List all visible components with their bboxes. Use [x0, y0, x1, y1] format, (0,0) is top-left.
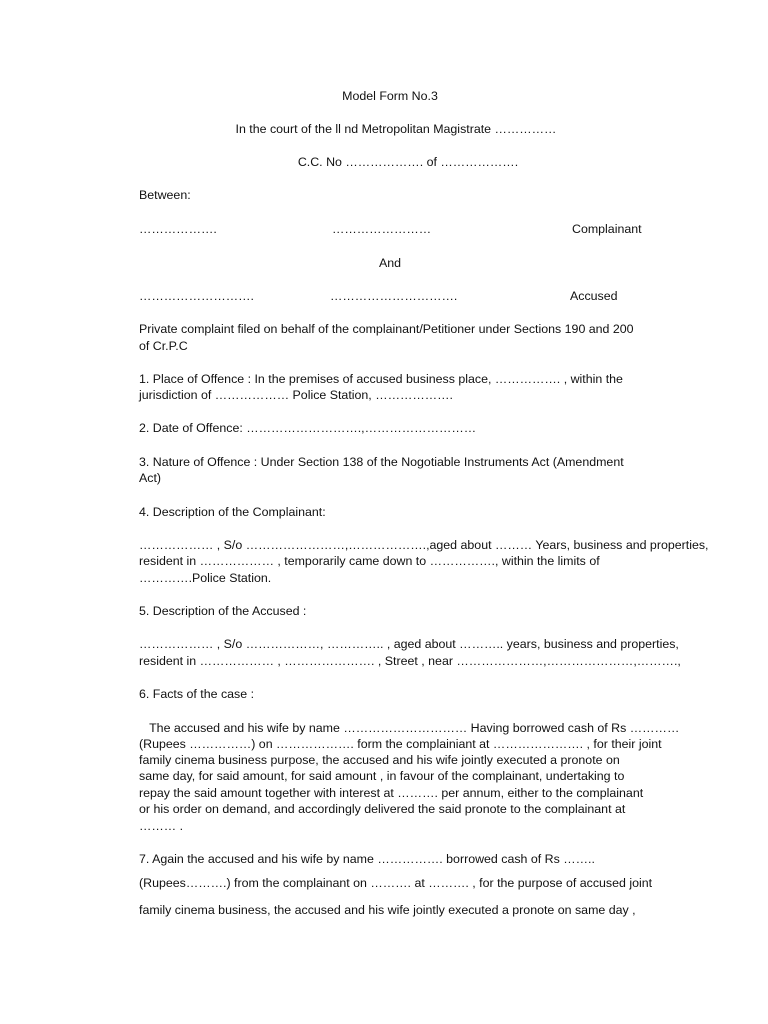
facts-line-6: or his order on demand, and accordingly delivered the said pronote to the complainant at [139, 802, 626, 816]
between-label: Between: [139, 188, 191, 202]
case-number-line: C.C. No ………………. of ………………. [297, 155, 519, 169]
again-borrowed-line-1: 7. Again the accused and his wife by name ……………. borrowed cash of Rs …….. [139, 852, 595, 866]
accused-description-line-2: resident in ……………… , …………………. , Street , near …………………,…………………,………., [139, 654, 681, 668]
complainant-description-heading: 4. Description of the Complainant: [139, 505, 326, 519]
complainant-blank-2: …………………… [332, 222, 432, 236]
facts-line-1: The accused and his wife by name ………………………… Having borrowed cash of Rs ………… [139, 721, 680, 735]
intro-line-1: Private complaint filed on behalf of the complainant/Petitioner under Sections 190 and 200 [139, 322, 634, 336]
complainant-description-line-2: resident in ……………… , temporarily came down to ……………., within the limits of [139, 554, 600, 568]
accused-blank-2: …………………………. [330, 289, 458, 303]
complainant-description-line-1: ……………… , S/o ……………………,……………….,aged about ……… Years, business and properties, [139, 538, 709, 552]
place-of-offence-line-1: 1. Place of Offence : In the premises of accused business place, ……………. , within the [139, 372, 623, 386]
and-label: And [378, 256, 402, 270]
facts-line-4: same day, for said amount, for said amount , in favour of the complainant, undertaking to [139, 769, 625, 783]
facts-line-2: (Rupees ……………) on ………………. form the complainiant at …………………. , for their joint [139, 737, 662, 751]
again-borrowed-line-2: (Rupees……….) from the complainant on ………. at ………. , for the purpose of accused joint [139, 876, 653, 890]
again-borrowed-line-3: family cinema business, the accused and his wife jointly executed a pronote on same day , [139, 903, 636, 917]
form-title: Model Form No.3 [342, 89, 438, 103]
facts-line-5: repay the said amount together with interest at ………. per annum, either to the complainant [139, 786, 644, 800]
place-of-offence-line-2: jurisdiction of ……………… Police Station, ………………. [139, 388, 453, 402]
intro-line-2: of Cr.P.C [139, 339, 188, 353]
complainant-description-line-3: ………….Police Station. [139, 571, 272, 585]
accused-description-line-1: ……………… , S/o ………………, ………….. , aged about ……….. years, business and properties, [139, 637, 679, 651]
date-of-offence-line: 2. Date of Offence: ……………………….,……………………… [139, 421, 477, 435]
complainant-blank-1: ………………. [139, 222, 217, 236]
facts-line-7: ……… . [139, 819, 184, 833]
facts-line-3: family cinema business purpose, the accused and his wife jointly executed a pronote on [139, 753, 620, 767]
accused-blank-1: ………………………. [139, 289, 254, 303]
accused-role: Accused [570, 289, 618, 303]
accused-description-heading: 5. Description of the Accused : [139, 604, 307, 618]
nature-of-offence-line-2: Act) [139, 471, 162, 485]
court-line: In the court of the ll nd Metropolitan Magistrate …………… [235, 122, 557, 136]
facts-heading: 6. Facts of the case : [139, 687, 255, 701]
complainant-role: Complainant [572, 222, 642, 236]
nature-of-offence-line-1: 3. Nature of Offence : Under Section 138 of the Nogotiable Instruments Act (Amendment [139, 455, 624, 469]
